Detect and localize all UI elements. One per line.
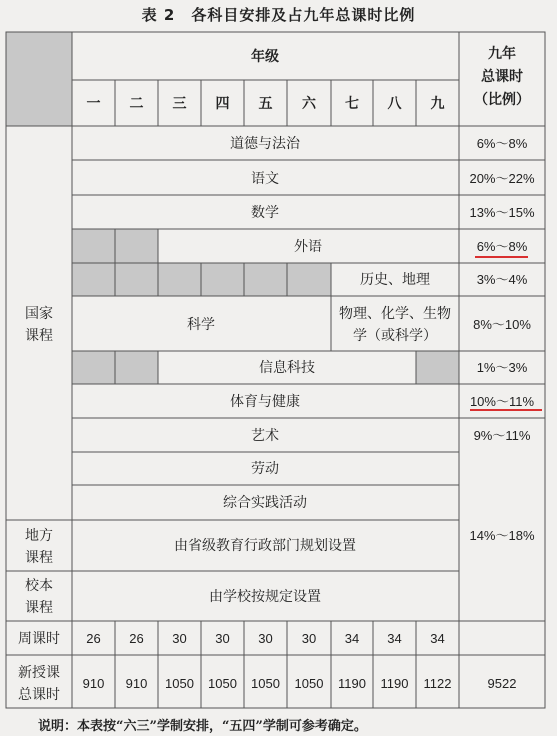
total-g8: 1190 <box>380 676 409 691</box>
subject-phys-chem-1: 物理、化学、生物 <box>339 306 451 322</box>
grade-4: 四 <box>215 96 230 112</box>
total-g7: 1190 <box>338 676 366 691</box>
total-g6: 1050 <box>294 676 324 691</box>
total-g2: 910 <box>125 676 148 691</box>
grade-5: 五 <box>258 96 273 112</box>
weekly-g9: 34 <box>430 631 445 646</box>
total-sum: 9522 <box>487 676 517 691</box>
weekly-g3: 30 <box>172 631 187 646</box>
ratio-hist-geo: 3%～4% <box>476 272 528 287</box>
subject-hist-geo: 历史、地理 <box>360 272 430 288</box>
subject-moral: 道德与法治 <box>230 136 300 152</box>
ratio-chinese: 20%～22% <box>469 171 535 186</box>
grade-8: 八 <box>387 96 402 112</box>
weekly-g4: 30 <box>215 631 230 646</box>
weekly-g5: 30 <box>258 631 273 646</box>
grade-2: 二 <box>129 96 144 112</box>
subject-art: 艺术 <box>251 428 279 444</box>
subject-it: 信息科技 <box>259 360 315 376</box>
national-label-2: 课程 <box>25 328 53 344</box>
total-g5: 1050 <box>251 676 280 691</box>
subject-foreign: 外语 <box>294 239 322 255</box>
grade-7: 七 <box>345 96 359 112</box>
weekly-g6: 30 <box>301 631 317 646</box>
total-col-header-1: 九年 <box>488 46 516 62</box>
ratio-foreign: 6%～8% <box>476 239 528 254</box>
subject-labor: 劳动 <box>251 461 279 477</box>
subject-phys-chem-2: 学（或科学） <box>353 328 437 344</box>
ratio-science: 8%～10% <box>473 317 531 332</box>
table-title: 表 2 各科目安排及占九年总课时比例 <box>141 6 416 24</box>
total-g9: 1122 <box>423 676 452 691</box>
weekly-label: 周课时 <box>18 631 60 647</box>
subject-science: 科学 <box>187 317 215 333</box>
weekly-g2: 26 <box>129 631 144 646</box>
grade-1: 一 <box>86 96 101 112</box>
ratio-other: 14%～18% <box>469 528 535 543</box>
school-label-1: 校本 <box>25 578 53 594</box>
subject-chinese: 语文 <box>251 171 279 187</box>
total-col-header-2: 总课时 <box>481 69 523 85</box>
local-label-2: 课程 <box>25 550 53 566</box>
subject-practice: 综合实践活动 <box>223 495 307 511</box>
ratio-art: 9%～11% <box>473 428 531 443</box>
ratio-math: 13%～15% <box>469 205 535 220</box>
total-col-header-3: （比例） <box>474 92 530 108</box>
total-g4: 1050 <box>208 676 237 691</box>
grade-6: 六 <box>302 96 316 112</box>
grade-3: 三 <box>172 96 187 112</box>
ratio-pe: 10%～11% <box>469 394 535 409</box>
school-label-2: 课程 <box>25 600 53 616</box>
ratio-moral: 6%～8% <box>476 136 528 151</box>
total-hours-label-1: 新授课 <box>18 665 60 681</box>
total-g1: 910 <box>82 676 105 691</box>
weekly-g1: 26 <box>86 631 101 646</box>
weekly-g7: 34 <box>344 631 360 646</box>
weekly-g8: 34 <box>387 631 402 646</box>
local-curriculum-text: 由省级教育行政部门规划设置 <box>174 538 356 554</box>
total-hours-label-2: 总课时 <box>18 687 60 703</box>
footnote: 说明：本表按“六三”学制安排，“五四”学制可参考确定。 <box>38 719 367 734</box>
total-g3: 1050 <box>165 676 194 691</box>
subject-pe: 体育与健康 <box>230 394 300 410</box>
grade-9: 九 <box>430 96 445 112</box>
local-label-1: 地方 <box>25 528 53 544</box>
school-curriculum-text: 由学校按规定设置 <box>209 589 321 605</box>
national-label-1: 国家 <box>25 306 53 322</box>
ratio-it: 1%～3% <box>476 360 528 375</box>
grade-header: 年级 <box>251 49 279 65</box>
subject-math: 数学 <box>251 205 279 221</box>
